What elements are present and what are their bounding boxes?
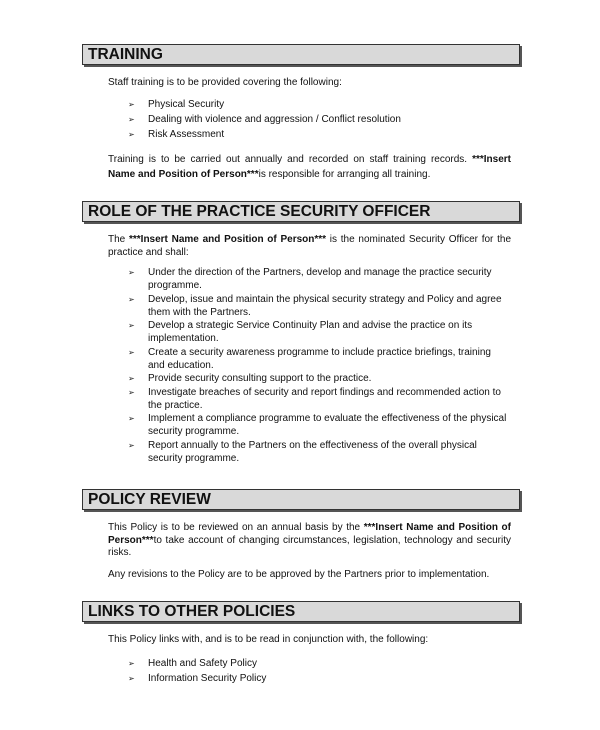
list-item [128, 439, 508, 465]
text-span: Information Security Policy [148, 673, 267, 684]
list-item [128, 293, 508, 319]
text-span: Create a security awareness programme to include practice briefings, training and education. [148, 346, 491, 371]
arrow-bullet-icon: ➢ [128, 294, 135, 304]
text-span: The [108, 234, 129, 245]
list-item [128, 113, 513, 126]
text-span: Physical Security [148, 99, 225, 110]
links-list [128, 657, 513, 687]
text-span: Develop, issue and maintain the physical security strategy and Policy and agree them with the Partners. [148, 293, 502, 318]
list-item [128, 319, 508, 345]
list-item [128, 128, 513, 141]
review-paragraph [108, 522, 511, 560]
arrow-bullet-icon: ➢ [128, 387, 135, 397]
text-span: ***Insert Name and Position of Person*** [128, 234, 327, 245]
list-item [128, 372, 508, 385]
arrow-bullet-icon: ➢ [128, 115, 135, 124]
text-span: Investigate breaches of security and report findings and recommended action to the practice. [148, 386, 501, 411]
text-span: Dealing with violence and aggression / Conflict resolution [148, 114, 401, 125]
text-span: ***Insert Name and Position of Person*** [108, 522, 511, 546]
text-span: is responsible for arranging all training. [258, 169, 431, 180]
arrow-bullet-icon: ➢ [128, 674, 135, 683]
list-item [128, 386, 508, 412]
text-span: to take account of changing circumstances, legislation, technology and security risks. [108, 534, 511, 558]
text-span: Develop a strategic Service Continuity Plan and advise the practice on its implementation. [148, 320, 473, 344]
text-span: Report annually to the Partners on the effectiveness of the overall physical security programme. [148, 439, 477, 464]
training-paragraph [108, 152, 511, 182]
arrow-bullet-icon: ➢ [128, 130, 135, 139]
role-paragraph [108, 233, 511, 259]
text-span: Provide security consulting support to the practice. [148, 373, 372, 384]
training-list [128, 98, 513, 143]
text-span: This Policy is to be reviewed on an annual basis by the [108, 522, 364, 533]
role-list [128, 266, 508, 465]
list-item [128, 412, 508, 438]
text-span: Training is to be carried out annually and recorded on staff training records. [108, 154, 473, 165]
list-item [128, 98, 513, 111]
list-item [128, 266, 508, 292]
list-item [128, 672, 513, 685]
section-header-role: ROLE OF THE PRACTICE SECURITY OFFICER [82, 201, 520, 222]
arrow-bullet-icon: ➢ [128, 414, 135, 423]
arrow-bullet-icon: ➢ [128, 374, 135, 383]
arrow-bullet-icon: ➢ [128, 659, 135, 668]
text-span: Under the direction of the Partners, develop and manage the practice security programme. [148, 267, 492, 291]
review-paragraph-2: Any revisions to the Policy are to be approved by the Partners prior to implementation. [108, 569, 490, 580]
section-header-review: POLICY REVIEW [82, 489, 520, 510]
text-span: Health and Safety Policy [148, 658, 257, 669]
text-span: Risk Assessment [148, 129, 225, 140]
text-span: ***Insert Name and Position of Person*** [108, 154, 511, 180]
links-intro: This Policy links with, and is to be read in conjunction with, the following: [108, 634, 429, 645]
text-span: Implement a compliance programme to evaluate the effectiveness of the physical security programme. [148, 413, 507, 437]
text-span: is the nominated Security Officer for the practice and shall: [108, 234, 512, 258]
list-item [128, 657, 513, 670]
arrow-bullet-icon: ➢ [128, 100, 135, 109]
list-item [128, 346, 508, 372]
arrow-bullet-icon: ➢ [128, 268, 135, 277]
arrow-bullet-icon: ➢ [128, 440, 135, 450]
arrow-bullet-icon: ➢ [128, 347, 135, 357]
section-header-training: TRAINING [82, 44, 520, 65]
section-header-links: LINKS TO OTHER POLICIES [82, 601, 520, 622]
training-intro: Staff training is to be provided covering the following: [108, 77, 342, 88]
arrow-bullet-icon: ➢ [128, 321, 135, 330]
